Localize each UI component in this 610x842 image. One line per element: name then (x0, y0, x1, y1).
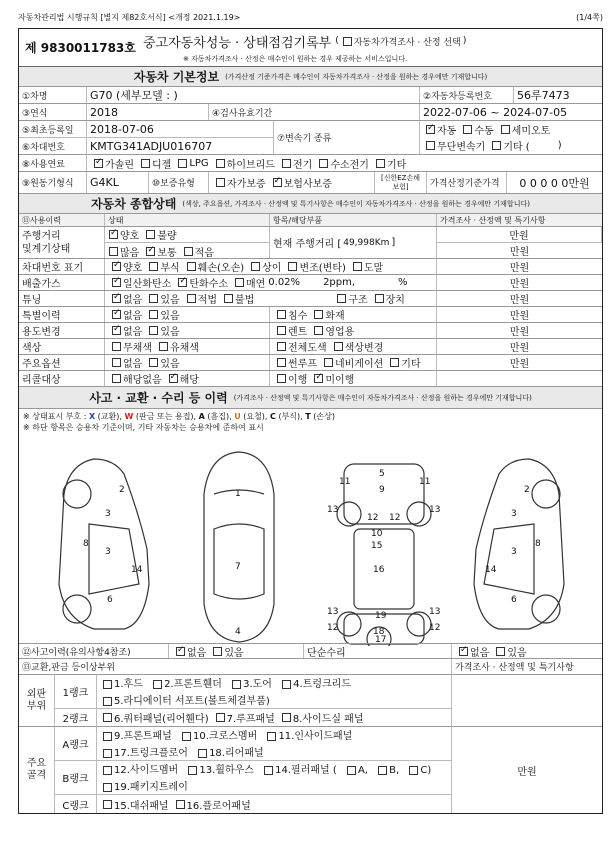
title-block: 제 9830011783호 중고자동차성능 · 상태점검기록부 ( 자동차가격조사 · 산정 선택 ) ※ 자동차가격조사 · 산정은 매수인이 원하는 경우 제공하는 서비스입니다. (19, 29, 602, 67)
usage-yes-checkbox[interactable] (149, 326, 158, 335)
first-reg-value: 2018-07-06 (90, 122, 154, 136)
mileage-current: 현재 주행거리 [ 49,998Km ] (270, 227, 437, 258)
trans-other-checkbox[interactable] (492, 141, 501, 150)
special-fire-checkbox[interactable] (314, 310, 323, 319)
recall-done-checkbox[interactable] (277, 374, 286, 383)
accident-header (19, 387, 602, 409)
options-none-checkbox[interactable] (112, 358, 121, 367)
vin-label: ⑥차대번호 (19, 138, 87, 155)
price-survey-checkbox[interactable] (343, 37, 352, 46)
vinplate-stolen-checkbox[interactable] (353, 262, 362, 271)
usage-none-checkbox[interactable] (112, 326, 121, 335)
emission-co-value: 0.02% (268, 277, 301, 288)
color-achromatic-checkbox[interactable] (112, 342, 121, 351)
row-recall: 리콜대상 해당없음 ✓ 해당 이행 ✓ 미이행 (19, 371, 602, 387)
row-engine: ⑨원동기형식 G4KL ⑩보증유형 자가보증 ✓ 보험사보증 [신한EZ손해보험] 가격산정기준가격 0 0 0 0 0만원 (19, 172, 602, 194)
vinplate-diff-checkbox[interactable] (251, 262, 260, 271)
vinplate-alter-checkbox[interactable] (288, 262, 297, 271)
reg-number-value: 56루7473 (517, 89, 570, 102)
left-label-door-front: 3 (105, 509, 111, 519)
pillar-b-checkbox[interactable] (378, 766, 387, 775)
row-car-name (19, 87, 602, 104)
mileage-good-checkbox[interactable] (109, 230, 118, 239)
part-front-fender-checkbox[interactable] (153, 680, 162, 689)
accident-none-checkbox[interactable] (176, 647, 185, 656)
repair-none-checkbox[interactable] (459, 647, 468, 656)
recall-notdone-checkbox[interactable] (314, 374, 323, 383)
vinplate-damage-checkbox[interactable] (187, 262, 196, 271)
trans-semi-checkbox[interactable] (501, 125, 510, 134)
options-sunroof-checkbox[interactable] (277, 358, 286, 367)
frame-label-wheelhouse-rr: 13 (429, 607, 441, 617)
part-front-panel-checkbox[interactable] (103, 732, 112, 741)
fuel-hybrid-checkbox[interactable] (216, 159, 225, 168)
car-name-value: G70 (세부모델 : ) (87, 87, 420, 103)
top-label-hood: 1 (235, 489, 241, 499)
frame-label-member-fr: 12 (389, 513, 401, 523)
row-firstreg-vin: ⑤최초등록일 2018-07-06 ⑥차대번호 KMTG341ADJU016707 ⑦변속기 종류 ✓ 자동 수동 세미오토 무단변속기 기타 ( ) (19, 121, 602, 155)
vinplate-good-checkbox[interactable] (112, 262, 121, 271)
mileage-value: 49,998Km (343, 237, 390, 248)
top-label-trunk: 4 (235, 627, 241, 637)
part-dash-panel-checkbox[interactable] (103, 800, 112, 809)
mileage-many-checkbox[interactable] (109, 247, 118, 256)
frame-label-front-panel: 9 (379, 485, 385, 495)
row-accident-history: ⑫사고이력(유의사항4참조) ✓ 없음 있음 단순수리 ✓ 없음 있음 (19, 643, 602, 659)
trans-cvt-checkbox[interactable] (426, 141, 435, 150)
tuning-legal-checkbox[interactable] (187, 294, 196, 303)
frame-label-member-fl: 12 (367, 513, 379, 523)
status-column-headers: ⑪사용이력 상태 항목/해당부품 가격조사 · 산정액 및 특기사항 (19, 214, 602, 227)
mileage-few-checkbox[interactable] (184, 247, 193, 256)
part-door-checkbox[interactable] (232, 680, 241, 689)
fuel-diesel-checkbox[interactable] (141, 159, 150, 168)
frame-label-inside-left: 11 (339, 477, 351, 487)
right-side-car-outline (474, 459, 564, 629)
inspection-validity-label: ④검사유효기간 (209, 104, 420, 120)
car-name-label: ①차명 (19, 87, 87, 103)
trans-manual-checkbox[interactable] (463, 125, 472, 134)
frame-label-wheelhouse-rl: 13 (327, 607, 339, 617)
form-law-ref: 자동차관리법 시행규칙 [별지 제82호서식] <개정 2021.1.19> (18, 13, 241, 22)
fuel-label: ⑧사용연료 (19, 155, 87, 171)
frame-label-wheelhouse-fr: 13 (429, 505, 441, 515)
year-label: ③연식 (19, 104, 87, 120)
right-label-door-front: 3 (511, 509, 517, 519)
legend: ※ 상태표시 부호 : X (교환), W (판금 또는 용접), A (흠집), U (요철), C (부식), T (손상) ※ 하단 항목은 승용차 기준이며, 기타 자동차는 승용차에 준하여 표시 (23, 412, 335, 432)
color-chromatic-checkbox[interactable] (159, 342, 168, 351)
recall-na-checkbox[interactable] (112, 374, 121, 383)
part-side-sill-checkbox[interactable] (282, 713, 291, 722)
tuning-none-checkbox[interactable] (112, 294, 121, 303)
transmission-label: ⑦변속기 종류 (274, 121, 420, 154)
options-yes-checkbox[interactable] (149, 358, 158, 367)
accident-title: 사고 · 교환 · 수리 등 이력 (89, 391, 228, 405)
pillar-c-checkbox[interactable] (409, 766, 418, 775)
usage-rent-checkbox[interactable] (277, 326, 286, 335)
part-trunk-lid-checkbox[interactable] (282, 680, 291, 689)
row-year (19, 104, 602, 121)
row-parts-header: ⑬교환,판금 등이상부위 가격조사 · 산정액 및 특기사항 (19, 659, 602, 675)
engine-value: G4KL (87, 172, 149, 193)
row-fuel (19, 155, 602, 172)
frame-label-member-rl: 12 (327, 623, 339, 633)
frame-label-wheelhouse-fl: 13 (327, 505, 339, 515)
left-label-door-rear: 3 (105, 547, 111, 557)
part-roof-panel-checkbox[interactable] (216, 713, 225, 722)
right-label-sidesill: 8 (535, 539, 541, 549)
first-reg-label: ⑤최초등록일 (19, 121, 87, 137)
color-change-checkbox[interactable] (334, 342, 343, 351)
fuel-hydrogen-checkbox[interactable] (319, 159, 328, 168)
left-label-pillar: 14 (131, 565, 143, 575)
part-pillar-panel-checkbox[interactable] (264, 766, 273, 775)
price-survey-label: 자동차가격조사 · 산정 선택 (353, 37, 461, 48)
row-options: 주요옵션 없음 있음 썬루프 네비게이션 기타 만원 (19, 355, 602, 371)
part-quarter-panel-checkbox[interactable] (103, 713, 112, 722)
usage-biz-checkbox[interactable] (314, 326, 323, 335)
fuel-lpg-checkbox[interactable] (178, 159, 187, 168)
emission-smoke-checkbox[interactable] (235, 278, 244, 287)
frame-label-member-rr: 12 (429, 623, 441, 633)
special-flood-checkbox[interactable] (277, 310, 286, 319)
basic-info-note: (가격산정 기준가격은 매수인이 자동차가격조사 · 산정을 원하는 경우에만 기재합니다) (225, 72, 488, 81)
special-yes-checkbox[interactable] (149, 310, 158, 319)
left-label-sidesill: 8 (83, 539, 89, 549)
inspection-form (18, 28, 603, 814)
repair-yes-checkbox[interactable] (496, 647, 505, 656)
part-hood-checkbox[interactable] (103, 680, 112, 689)
fuel-other-checkbox[interactable] (376, 159, 385, 168)
right-label-door-rear: 3 (511, 547, 517, 557)
frame-label-rear-panel-visible: 18 (373, 627, 385, 637)
part-radiator-support-checkbox[interactable] (103, 697, 112, 706)
row-vin-plate: 차대번호 표기 ✓ 양호 부식 훼손(오손) 상이 변조(변타) 도말 만원 (19, 259, 602, 275)
row-usage: 용도변경 ✓ 없음 있음 렌트 영업용 만원 (19, 323, 602, 339)
status-title: 자동차 종합상태 (91, 197, 177, 211)
part-trunk-floor-checkbox[interactable] (103, 749, 112, 758)
mileage-normal-checkbox[interactable] (146, 247, 155, 256)
engine-label: ⑨원동기형식 (19, 172, 87, 193)
emission-co-checkbox[interactable] (112, 278, 121, 287)
frame-label-package-tray: 19 (375, 611, 387, 621)
frame-label-dash: 15 (371, 541, 383, 551)
frame-label-floor: 16 (373, 565, 385, 575)
part-wheel-house-checkbox[interactable] (188, 766, 197, 775)
emission-hc-checkbox[interactable] (178, 278, 187, 287)
base-price-label: 가격산정기준가격 (427, 172, 507, 193)
part-floor-panel-checkbox[interactable] (176, 800, 185, 809)
part-side-member-checkbox[interactable] (103, 766, 112, 775)
right-label-pillar: 14 (485, 565, 497, 575)
reg-number-label: ②자동차등록번호 (420, 87, 514, 103)
left-label-fender: 2 (119, 485, 125, 495)
warranty-insurer: [신한EZ손해보험] (375, 172, 427, 193)
top-view-car-outline (204, 452, 274, 642)
mileage-bad-checkbox[interactable] (146, 230, 155, 239)
row-special: 특별이력 ✓ 없음 있음 침수 화재 만원 (19, 307, 602, 323)
left-label-quarter: 6 (107, 595, 113, 605)
fuel-gasoline-checkbox[interactable] (94, 159, 103, 168)
part-rear-panel-checkbox[interactable] (198, 749, 207, 758)
emission-smoke-value: % (398, 277, 408, 288)
options-nav-checkbox[interactable] (324, 358, 333, 367)
status-note: (색상, 주요옵션, 가격조사 · 산정액 및 특기사항은 매수인이 자동차가격조사 · 산정을 원하는 경우에만 기재합니다) (182, 199, 530, 208)
accident-yes-checkbox[interactable] (213, 647, 222, 656)
options-other-checkbox[interactable] (390, 358, 399, 367)
special-none-checkbox[interactable] (112, 310, 121, 319)
left-side-car-outline (59, 459, 149, 629)
part-package-tray-checkbox[interactable] (103, 783, 112, 792)
basic-info-title: 자동차 기본정보 (133, 70, 220, 84)
frame-label-crossmember: 10 (371, 529, 383, 539)
color-full-paint-checkbox[interactable] (277, 342, 286, 351)
year-value: 2018 (87, 104, 209, 120)
right-label-quarter: 6 (511, 595, 517, 605)
vehicle-diagram (19, 434, 604, 646)
parts-table: 외판 부위 1랭크 1.후드 2.프론트휀더 3.도어 4.트렁크리드 5.라디에이터 서포트(볼트체결부품) 2랭크 6.쿼터패널(리어휀다) 7.루프패널 8.사이드실 패널 주요 골격 A랭크 9.프론트패널 10.크로스멤버 11.인사이드패널 17.트렁크플로어 18.리어패널 B랭크 12.사이드멤버 13.휠하우스 14.필러패널 ( A, B, C) 19.패키지트레이 C랭크 15.대쉬패널 16.플로어패널 (19, 675, 452, 813)
pillar-a-checkbox[interactable] (347, 766, 356, 775)
frame-label-inside-right: 11 (419, 477, 431, 487)
frame-price-value: 만원 (517, 766, 537, 778)
row-color: 색상 무채색 유채색 전체도색 색상변경 만원 (19, 339, 602, 355)
frame-label-trunk-floor: 17 (375, 635, 387, 645)
tuning-illegal-checkbox[interactable] (224, 294, 233, 303)
basic-info-header (19, 67, 602, 87)
tuning-yes-checkbox[interactable] (149, 294, 158, 303)
part-cross-member-checkbox[interactable] (182, 732, 191, 741)
trans-auto-checkbox[interactable] (426, 125, 435, 134)
document-number: 제 9830011783호 (25, 41, 136, 55)
tuning-struct-checkbox[interactable] (337, 294, 346, 303)
status-header (19, 194, 602, 214)
top-label-roof: 7 (235, 562, 241, 572)
title-subnote: ※ 자동차가격조사 · 산정은 매수인이 원하는 경우 제공하는 서비스입니다. (183, 54, 408, 63)
vinplate-rust-checkbox[interactable] (149, 262, 158, 271)
frame-label-radiator: 5 (379, 469, 385, 479)
base-price-value: 0 0 0 0 0만원 (519, 176, 590, 190)
fuel-options: ✓ 가솔린 디젤 LPG 하이브리드 전기 수소전기 기타 (87, 155, 602, 171)
row-mileage: 주행거리 및계기상태 ✓ 양호 불량 많음 ✓ 보통 적음 현재 주행거리 [ 49,998Km ] 만원 만원 (19, 227, 602, 259)
emission-hc-value: 2ppm, (323, 277, 356, 288)
part-inside-panel-checkbox[interactable] (267, 732, 276, 741)
right-label-fender: 2 (524, 485, 530, 495)
vin-value: KMTG341ADJU016707 (90, 140, 213, 153)
recall-yes-checkbox[interactable] (169, 374, 178, 383)
page-indicator: (1/4쪽) (576, 13, 603, 22)
row-emission: 배출가스 ✓ 일산화탄소 ✓ 탄화수소 매연 0.02% 2ppm, % 만원 (19, 275, 602, 291)
fuel-electric-checkbox[interactable] (282, 159, 291, 168)
tuning-device-checkbox[interactable] (375, 294, 384, 303)
warranty-label: ⑩보증유형 (149, 172, 209, 193)
warranty-insurance-checkbox[interactable] (273, 178, 282, 187)
warranty-self-checkbox[interactable] (216, 178, 225, 187)
accident-note: (가격조사 · 산정액 및 특기사항은 매수인이 자동차가격조사 · 산정을 원하는 경우에만 기재합니다) (233, 393, 532, 402)
row-tuning: 튜닝 ✓ 없음 있음 적법 불법 구조 장치 만원 (19, 291, 602, 307)
form-reference (18, 12, 603, 26)
inspection-validity-value: 2022-07-06 ~ 2024-07-05 (423, 105, 568, 119)
document-title: 중고자동차성능 · 상태점검기록부 (143, 35, 332, 51)
